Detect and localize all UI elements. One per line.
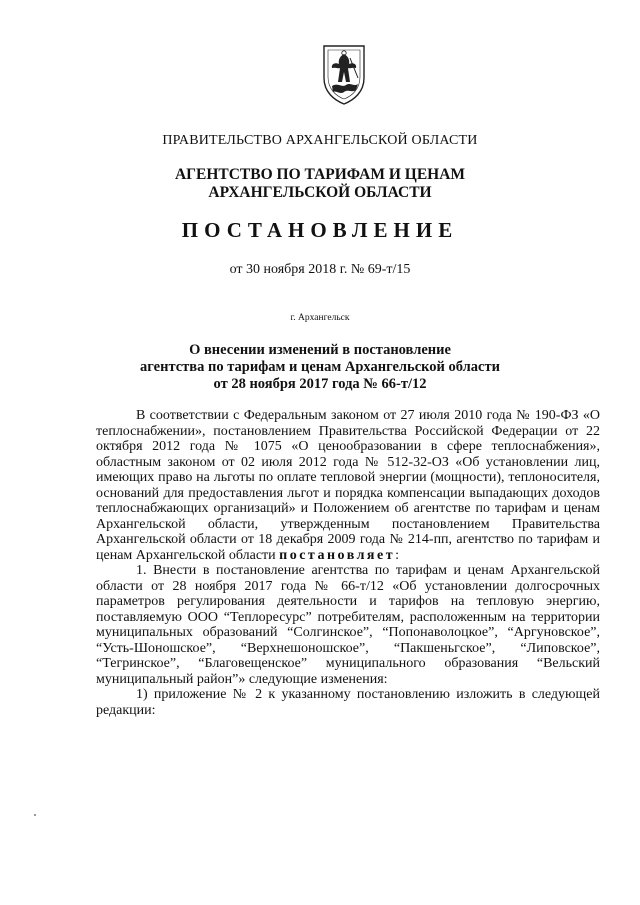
government-title: ПРАВИТЕЛЬСТВО АРХАНГЕЛЬСКОЙ ОБЛАСТИ — [162, 133, 478, 148]
agency-title — [0, 166, 640, 202]
document-city: г. Архангельск — [290, 313, 350, 323]
agency-title-line-2: АРХАНГЕЛЬСКОЙ ОБЛАСТИ — [208, 184, 432, 201]
paragraph-item-1: 1. Внести в постановление агентства по тарифам и ценам Архангельской области от 28 ноября 2017 года № 66-т/12 «Об установлении долгосрочных параметров регулирования деятельности и тарифов на тепловую энергию, поставляемую ООО “Теплоресурс” потребителям, расположенным на территории муниципальных образований “Солгинское”, “Попонаволоцкое”, “Аргуновское”, “Усть-Шоношское”, “Верхнешоношское”, “Пакшеньгское”, “Липовское”, “Тегринское”, “Благовещенское” муниципального образования “Вельский муниципальный район”» следующие изменения: — [96, 563, 600, 687]
subject-line-3: от 28 ноября 2017 года № 66-т/12 — [213, 376, 427, 392]
paragraph-subitem-1: 1) приложение № 2 к указанному постановлению изложить в следующей редакции: — [96, 687, 600, 718]
document-body — [96, 408, 600, 718]
coat-of-arms-icon — [318, 42, 370, 106]
document-date-number: от 30 ноября 2018 г. № 69-т/15 — [229, 262, 411, 277]
resolution-keyword: постановляет — [279, 547, 396, 563]
preamble-text: В соответствии с Федеральным законом от 27 июля 2010 года № 190-ФЗ «О теплоснабжении», постановлением Правительства Российской Федерации от 22 октября 2012 года № 1075 «О ценообразовании в сфере теплоснабжения», областным законом от 02 июля 2012 года № 512-32-ОЗ «Об установлении лиц, имеющих право на льготы по оплате тепловой энергии (мощности), теплоносителя, оснований для предоставления льгот и порядка компенсации выпадающих доходов теплоснабжающих организаций» и Положением об агентстве по тарифам и ценам Архангельской области, утвержденным постановлением Правительства Архангельской области от 18 декабря 2009 года № 214-пп, агентство по тарифам и ценам Архангельской области — [96, 408, 600, 563]
subject-line-2: агентства по тарифам и ценам Архангельской области — [140, 359, 500, 375]
subject-line-1: О внесении изменений в постановление — [189, 342, 451, 358]
document-subject — [0, 342, 640, 393]
document-type: ПОСТАНОВЛЕНИЕ — [181, 218, 459, 242]
page-speck — [34, 814, 36, 816]
paragraph-preamble — [96, 408, 600, 563]
agency-title-line-1: АГЕНТСТВО ПО ТАРИФАМ И ЦЕНАМ — [174, 166, 466, 183]
preamble-end: : — [395, 547, 399, 563]
